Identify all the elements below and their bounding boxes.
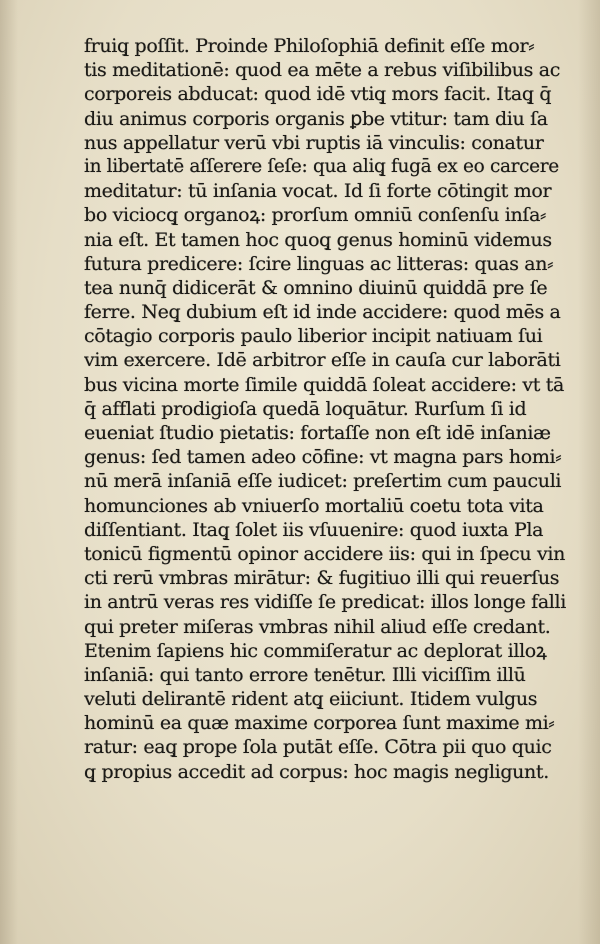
text-line: in antrū veras res vidiſſe ſe predicat: illos longe falli — [84, 591, 566, 614]
text-line: in libertatē aſſerere ſeſe: qua aliq̧ fugā ex eo carcere — [84, 155, 559, 177]
text-line: cti rerū vmbras mirātur: & fugitiuo illi qui reuerſus — [84, 567, 560, 590]
text-line: nū merā inſaniā eſſe iudicet: preſertim cum pauculi — [84, 470, 562, 493]
text-line: veluti delirantē rident atq̧ eiiciunt. Itidem vulgus — [84, 688, 538, 711]
text-line: diſſentiant. Itaq̧ ſolet iis vſuuenire: quod iuxta Pla — [84, 518, 544, 541]
text-line: q̄ afflati prodigioſa quedā loquātur. Rurſum ſi id — [84, 397, 527, 420]
text-line: meditatur: tū inſania vocat. Id ſi forte cōtingit mor — [84, 180, 552, 203]
text-line: ratur: eaq̧ prope ſola putāt eſſe. Cōtra pii quo quic — [84, 736, 552, 759]
text-line: diu animus corporis organis ꝑbe vtitur: tam diu ſa — [84, 107, 548, 130]
text-line: qui preter miſeras vmbras nihil aliud eſſe credant. — [84, 615, 551, 638]
text-line: futura predicere: ſcire linguas ac litteras: quas an⸗ — [84, 252, 554, 275]
text-line: tea nunq̄ didicerāt & omnino diuinū quiddā pre ſe — [84, 276, 548, 299]
text-line: bus vicina morte ſimile quiddā ſoleat accidere: vt tā — [84, 373, 564, 396]
text-line: cōtagio corporis paulo liberior incipit natiuam ſui — [84, 325, 543, 348]
text-line: tonicū figmentū opinor accidere iis: qui in ſpecu vin — [84, 542, 565, 565]
text-line: corporeis abducat: quod idē vtiq̧ mors facit. Itaq̧ q̄ — [84, 83, 552, 106]
text-line: q̧ propius accedit ad corpus: hoc magis negligunt. — [84, 760, 549, 783]
text-line: tis meditationē: quod ea mēte a rebus viſibilibus ac — [84, 59, 561, 82]
text-block — [84, 34, 566, 784]
text-line: ferre. Neq̧ dubium eſt id inde accidere: quod mēs a — [84, 301, 561, 324]
text-line: genus: ſed tamen adeo cōfine: vt magna pars homi⸗ — [84, 446, 562, 469]
text-line: eueniat ſtudio pietatis: fortaſſe non eſt idē inſaniæ — [84, 422, 551, 444]
text-line: Etenim ſapiens hic commiſeratur ac deplorat illoꝝ — [84, 639, 547, 662]
text-line: hominū ea quæ maxime corporea ſunt maxime mi⸗ — [84, 712, 555, 735]
text-line: vim exercere. Idē arbitror eſſe in cauſa cur laborāti — [84, 349, 561, 372]
text-line: fruiq̧ poſſit. Proinde Philoſophiā definit eſſe mor⸗ — [84, 35, 535, 57]
text-line: nus appellatur verū vbi ruptis iā vinculis: conatur — [84, 131, 544, 154]
text-line: nia eſt. Et tamen hoc quoq̧ genus hominū videmus — [84, 228, 552, 251]
text-line: bo viciocq̧ organoꝝ: prorſum omniū conſenſu inſa⸗ — [84, 204, 547, 227]
text-line: inſaniā: qui tanto errore tenētur. Illi viciſſim illū — [84, 663, 526, 686]
text-line: homunciones ab vniuerſo mortaliū coetu tota vita — [84, 494, 544, 517]
